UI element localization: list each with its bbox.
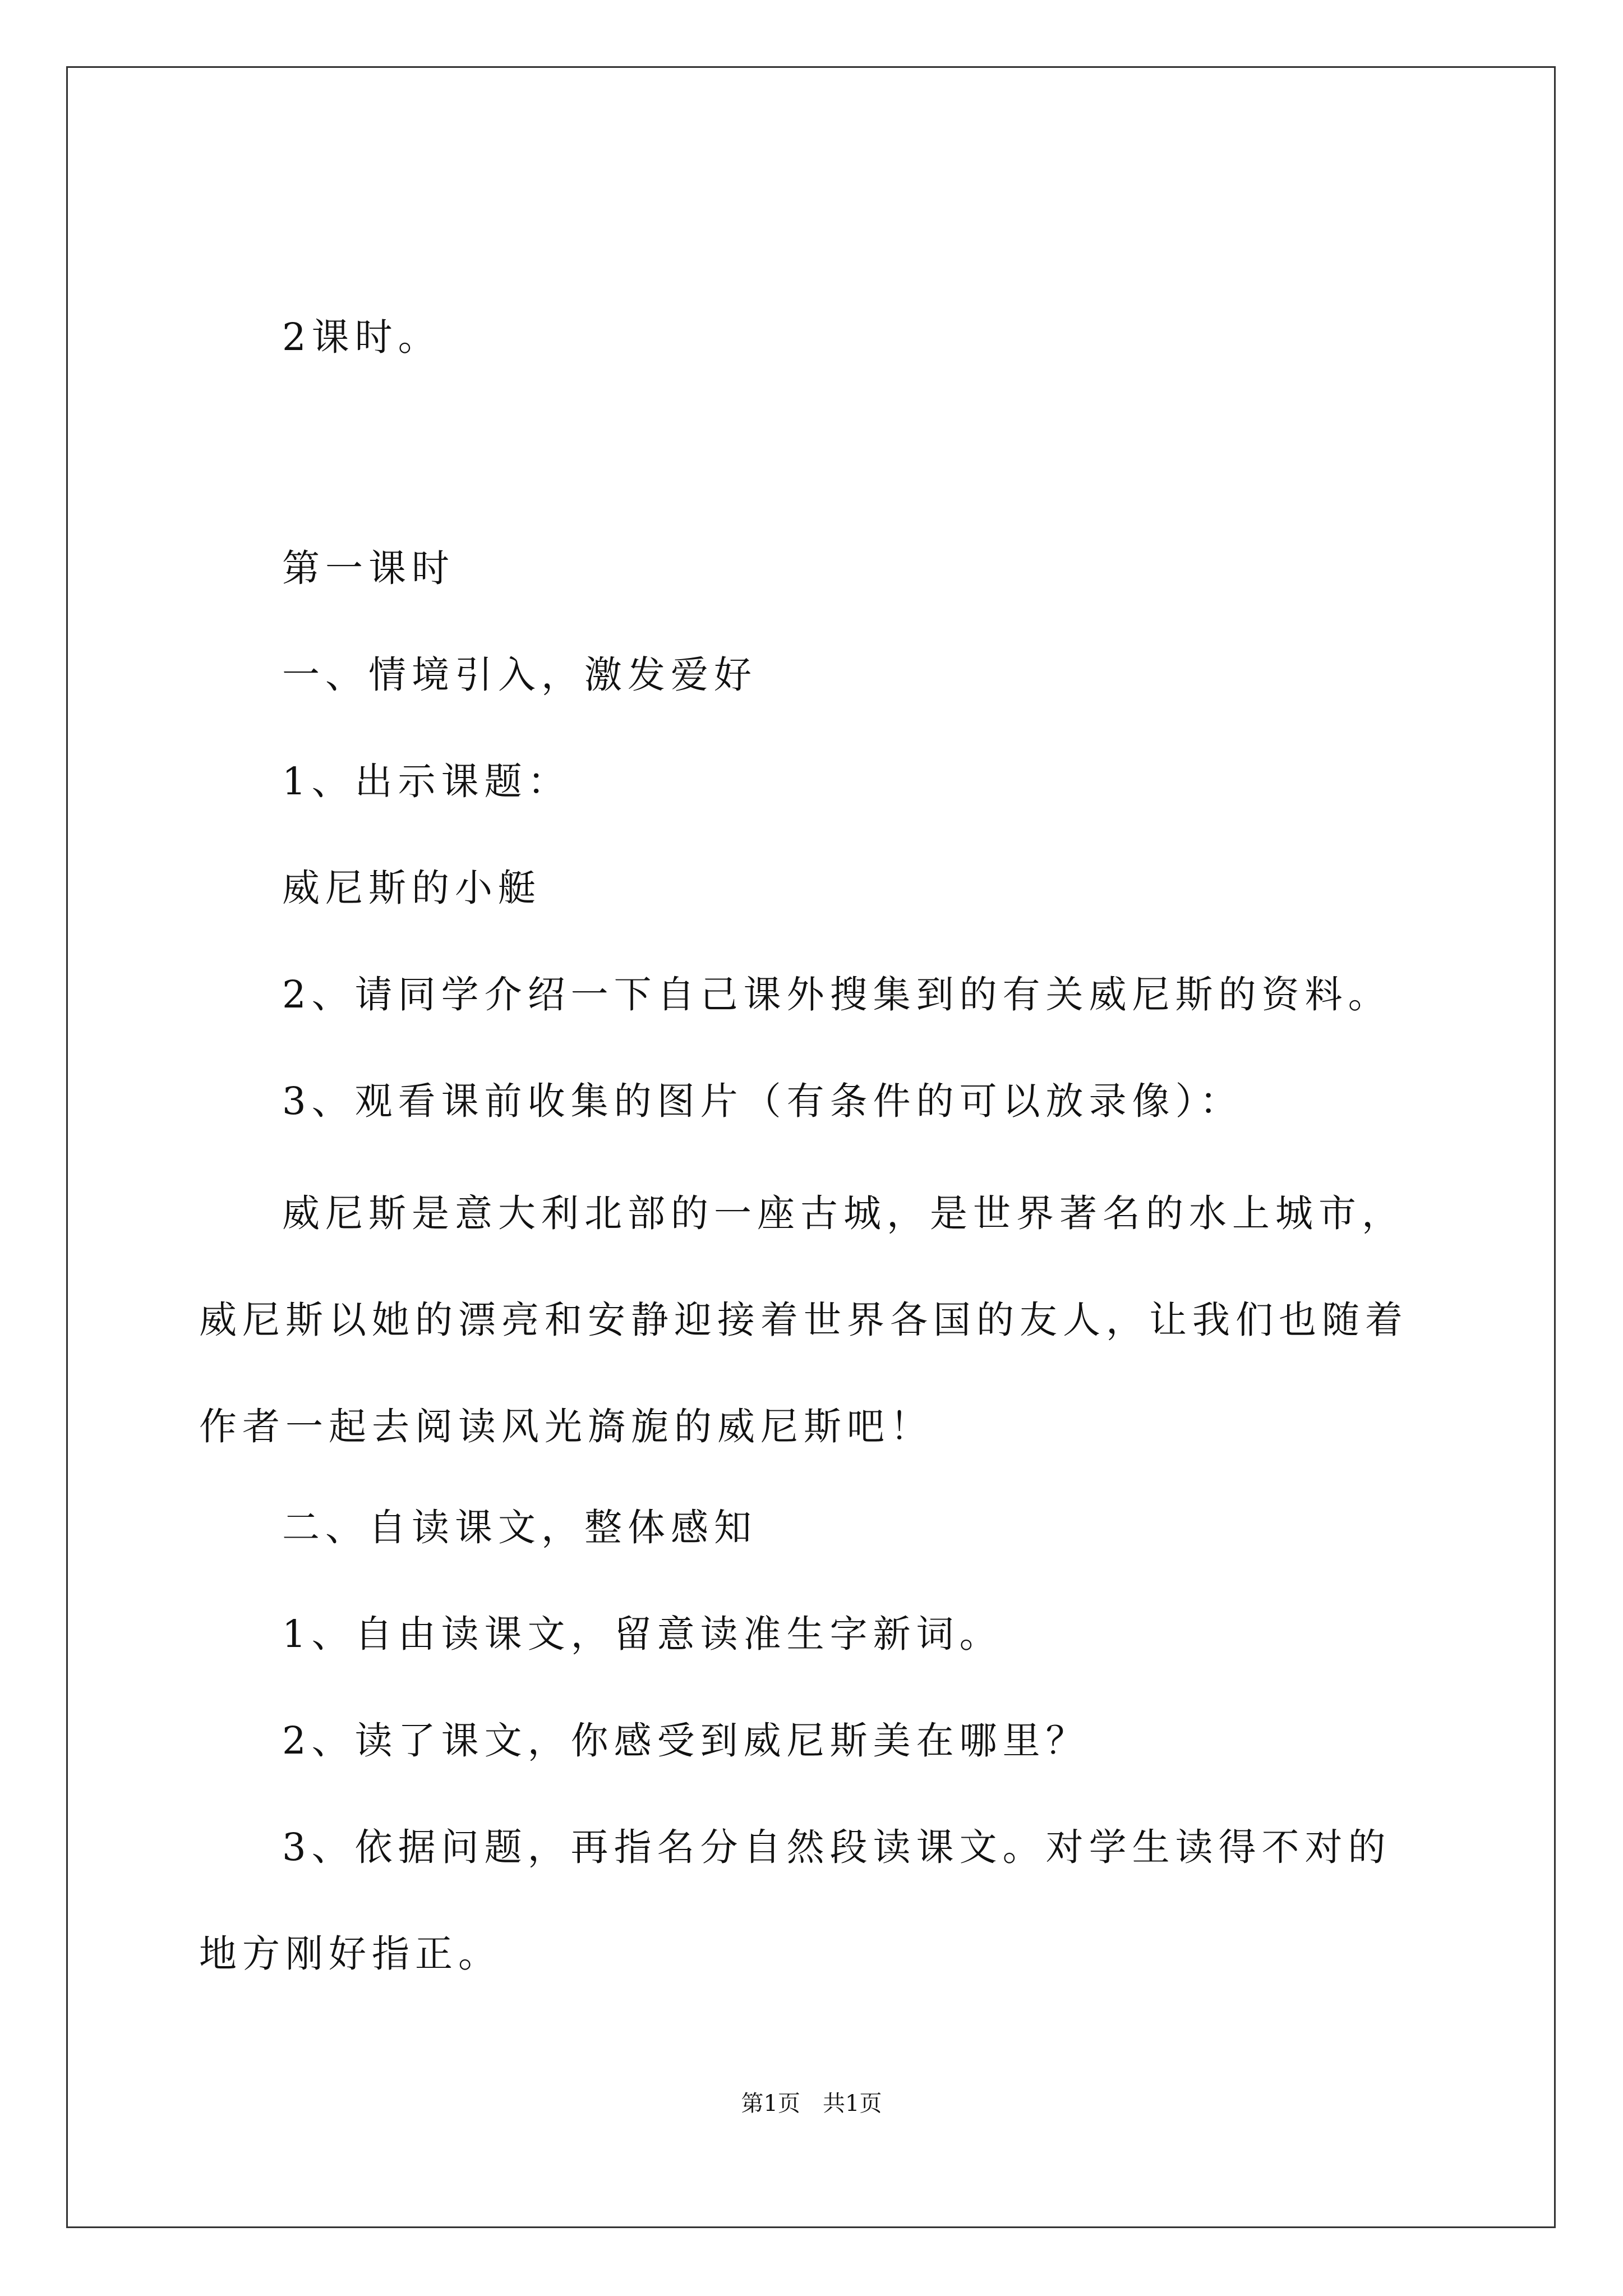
paragraph-item-three: 3、依据问题，再指名分自然段读课文。对学生读得不对的地方刚好指正。: [199, 1825, 1391, 1976]
line-class-hours: 2课时。: [282, 315, 441, 359]
list-item-beauty: 2、读了课文，你感受到威尼斯美在哪里？: [282, 1719, 1089, 1763]
list-item-introduce: 2、请同学介绍一下自己课外搜集到的有关威尼斯的资料。: [282, 973, 1391, 1016]
lesson-heading: 第一课时: [282, 546, 455, 590]
lesson-title: 威尼斯的小艇: [282, 866, 541, 910]
paragraph-venice: 威尼斯是意大利北部的一座古城，是世界著名的水上城市，威尼斯以她的漂亮和安静迎接着世界各国的友人，让我们也随着作者一起去阅读风光旖旎的威尼斯吧！: [199, 1191, 1408, 1448]
list-item-free-read: 1、自由读课文，留意读准生字新词。: [282, 1612, 1003, 1656]
list-item-pictures: 3、观看课前收集的图片（有条件的可以放录像）：: [282, 1079, 1243, 1123]
page-footer: 第1页 共1页: [741, 2091, 882, 2116]
section-one-heading: 一、情境引入，激发爱好: [282, 653, 757, 697]
section-two-heading: 二、自读课文，整体感知: [282, 1506, 757, 1549]
list-item-show-title: 1、出示课题：: [282, 760, 571, 803]
